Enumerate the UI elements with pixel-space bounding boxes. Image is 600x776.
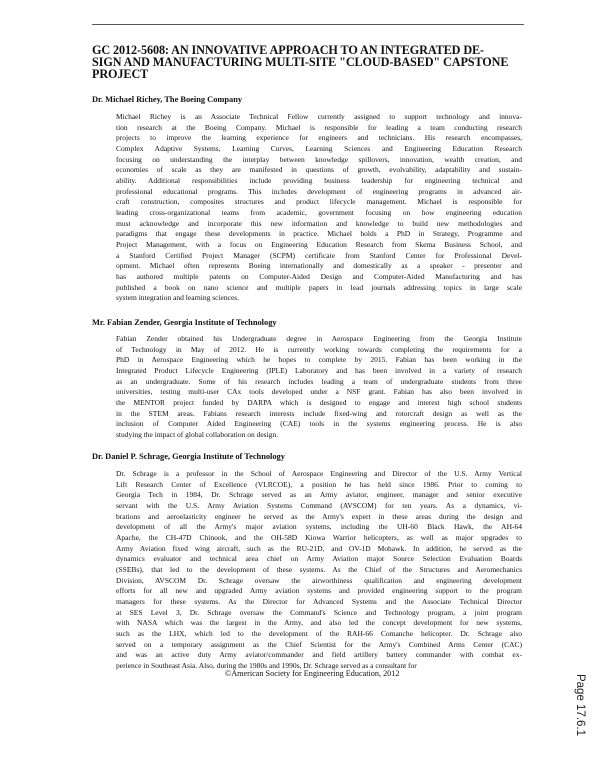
bio-line: projects to improve the learning experience for engineers and technicians. His research encompasses, <box>116 133 522 143</box>
bio-line: Project Management, with a focus on Engineering Education Research from Skema Business School, and <box>116 239 522 249</box>
bio-line: Dr. Schrage is a professor in the School of Aerospace Engineering and Director of the U.S. Army Vertical <box>116 469 522 478</box>
author-heading-richey: Dr. Michael Richey, The Boeing Company <box>92 95 243 104</box>
bio-line: Georgia Tech in 1984, Dr. Schrage served as an Army aviator, engineer, manager and senior executive <box>116 490 522 500</box>
bio-line: PhD in Aerospace Engineering which he hopes to complete by 2015. Fabian has been working in the <box>116 355 522 365</box>
bio-line: as an undergraduate. Some of his research includes leading a team of undergraduate students from three <box>116 376 522 386</box>
bio-line: such as the LHX, which led to the development of the RAH-66 Comanche helicopter. Dr. Schrage also <box>116 628 522 638</box>
top-rule <box>92 24 524 25</box>
bio-line: a Stanford Certified Project Manager (SCPM) certificate from Stanford Center for Professional Devel- <box>116 250 522 260</box>
bio-line: studying the impact of global collaboration on design. <box>116 429 279 439</box>
author-heading-zender: Mr. Fabian Zender, Georgia Institute of Technology <box>92 318 277 327</box>
bio-line: with NASA which was the largest in the Army, and also led the concept development for new systems, <box>116 618 522 628</box>
bio-line: in the STEM areas. Fabians research interests include fixed-wing and rotorcraft design as well as the <box>116 408 522 418</box>
bio-line: economies of scale as they are manifested in questions of growth, evolvability, adaptability and sustain- <box>116 165 522 175</box>
bio-line: system integration and learning sciences. <box>116 293 240 303</box>
bio-line: Integrated Product Lifecycle Engineering (IPLE) Laboratory and has been involved in a variety of research <box>116 365 522 375</box>
bio-line: Apache, the CH-47D Chinook, and the OH-58D Kiowa Warrior helicopters, as well as major upgrades to <box>116 532 522 542</box>
bio-line: managers for these systems. As the Director for Advanced Systems and the Associate Technical Director <box>116 596 522 606</box>
bio-line: (SSEBs), that led to the development of these systems. As the Chief of the Structures and Aeromechanics <box>116 564 522 574</box>
bio-line: Army Aviation fixed wing aircraft, such as the RU-21D, and OV-1D Mohawk. In addition, he served as the <box>116 543 522 553</box>
bio-line: paradigms that engage these developments in practice. Michael holds a PhD in Strategy, Programme and <box>116 229 522 239</box>
paper-title <box>92 44 532 80</box>
bio-line: servant with the U.S. Army Aviation Systems Command (AVSCOM) for ten years. As a dynamics, vi- <box>116 500 522 510</box>
bio-line: of Technology in May of 2012. He is currently working towards completing the requirements for a <box>116 344 522 354</box>
title-line: PROJECT <box>92 67 149 81</box>
bio-line: universities, testing multi-user CAx tools developed under a NSF grant. Fabian has also been involved in <box>116 387 522 397</box>
bio-line: perience in Southeast Asia. Also, during the 1980s and 1990s, Dr. Schrage served as a consultant for <box>116 660 417 670</box>
title-line: SIGN AND MANUFACTURING MULTI-SITE "CLOUD-BASED" CAPSTONE <box>92 55 509 69</box>
bio-line: brations and aeroelasticity engineer he served as the Army's expert in these areas during the design and <box>116 511 522 521</box>
bio-line: inclusion of Computer Aided Engineering (CAE) tools in the systems engineering process. He is also <box>116 419 522 429</box>
bio-line: Fabian Zender obtained his Undergraduate degree in Aerospace Engineering from the Georgia Institute <box>116 334 522 343</box>
bio-line: Lift Research Center of Excellence (VLRCOE), a position he has held since 1986. Prior to coming to <box>116 479 522 489</box>
bio-line: leading cross-organizational teams from academic, government focusing on how engineering education <box>116 207 522 217</box>
author-heading-schrage: Dr. Daniel P. Schrage, Georgia Institute of Technology <box>92 452 285 461</box>
bio-line: ability. Additional responsibilities include providing business leadership for engineering technical and <box>116 175 522 185</box>
bio-line: at SES Level 3, Dr. Schrage oversaw the Command's Science and Technology program, a joint program <box>116 607 522 617</box>
bio-line: must acknowledge and incorporate this new information and knowledge to build new methodologies and <box>116 218 522 228</box>
bio-line: development of all the Army's major aviation systems, including the UH-60 Black Hawk, the AH-64 <box>116 522 522 532</box>
author-bio-zender <box>116 334 522 441</box>
bio-line: the MENTOR project funded by DARPA which is designed to engage and interest high school students <box>116 397 522 407</box>
bio-line: tion research at the Boeing Company. Michael is responsible for leading a team conducting research <box>116 122 522 132</box>
bio-line: dynamics evaluator and technical area chief on Army Aviation major Source Selection Evaluation Boards <box>116 554 522 564</box>
bio-line: Division, AVSCOM Dr. Schrage oversaw the airworthiness qualification and engineering development <box>116 575 522 585</box>
copyright-footer: ©American Society for Engineering Education, 2012 <box>225 669 400 678</box>
bio-line: focusing on understanding the interplay between knowledge spillovers, innovation, wealth creation, and <box>116 154 522 164</box>
bio-line: professional educational programs. This includes development of engineering programs in advanced air- <box>116 186 522 196</box>
author-bio-richey <box>116 112 522 304</box>
bio-line: opment. Michael often represents Boeing internationally and domestically as a speaker - presenter and <box>116 261 522 271</box>
bio-line: has authored multiple patents on Computer-Aided Design and Computer-Aided Manufacturing and has <box>116 271 522 281</box>
bio-line: and was an active duty Army aviator/commander and field artillery battery commander with combat ex- <box>116 650 522 660</box>
bio-line: Michael Richey is an Associate Technical Fellow currently assigned to support technology and innova- <box>116 112 522 121</box>
bio-line: efforts for all new and upgraded Army aviation systems and provided engineering support to the program <box>116 586 522 596</box>
title-line: GC 2012-5608: AN INNOVATIVE APPROACH TO AN INTEGRATED DE- <box>92 43 485 57</box>
bio-line: served on a temporary assignment as the Chief Scientist for the Army's Combined Arms Center (CAC) <box>116 639 522 649</box>
bio-line: Complex Adaptive Systems, Learning Curves, Learning Sciences and Engineering Education Research <box>116 143 522 153</box>
bio-line: published a book on nano science and multiple papers in lead journals addressing topics in large scale <box>116 282 522 292</box>
bio-line: craft construction, composites structures and product lifecycle management. Michael is responsible for <box>116 197 522 207</box>
author-bio-schrage <box>116 469 522 671</box>
page-number: Page 17.6.1 <box>574 673 586 737</box>
